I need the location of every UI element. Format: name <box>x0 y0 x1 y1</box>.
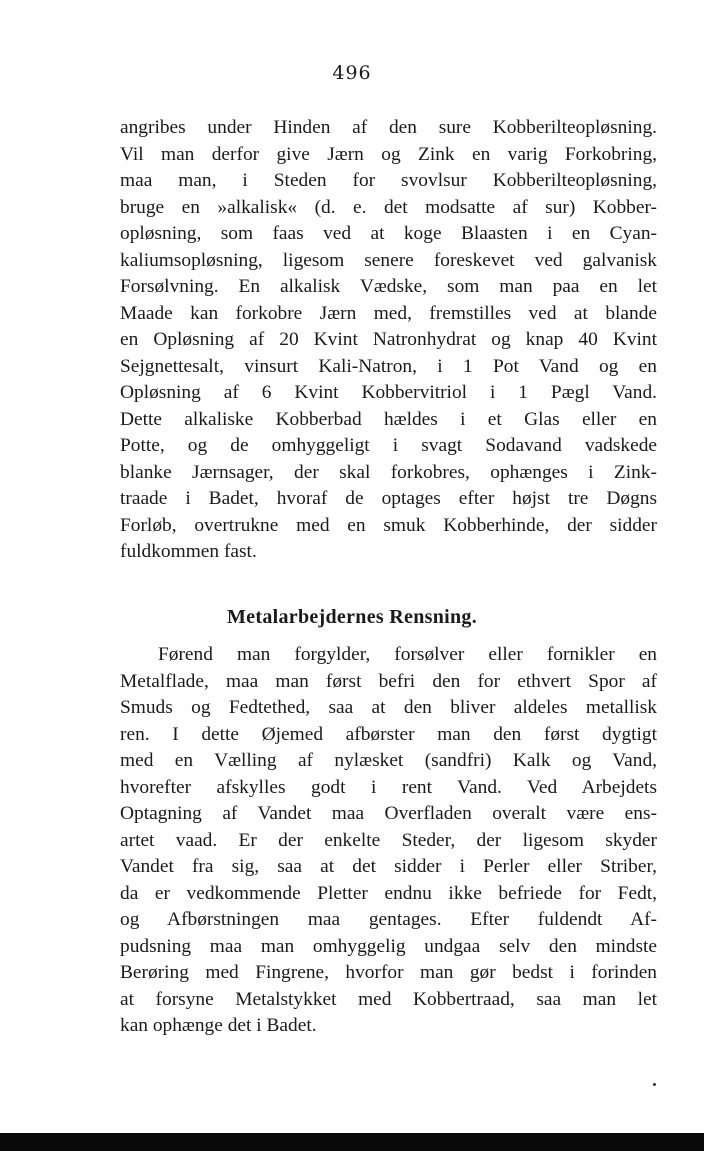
text-line: traade i Badet, hvoraf de optages efter højst tre Døgns <box>120 488 657 509</box>
paragraph-2 <box>120 642 657 1040</box>
text-line: med en Vælling af nylæsket (sandfri) Kalk og Vand, <box>120 750 657 771</box>
text-line: maa man, i Steden for svovlsur Kobberilteopløsning, <box>120 170 657 191</box>
text-line: at forsyne Metalstykket med Kobbertraad, saa man let <box>120 988 657 1010</box>
text-line: fuldkommen fast. <box>120 541 257 562</box>
text-line: Potte, og de omhyggeligt i svagt Sodavand vadskede <box>120 435 657 456</box>
text-line: ren. I dette Øjemed afbørster man den først dygtigt <box>120 723 657 745</box>
text-line: Vil man derfor give Jærn og Zink en varig Forkobring, <box>120 143 657 165</box>
section-heading: Metalarbejdernes Rensning. <box>227 606 477 628</box>
page-number: 496 <box>332 62 372 84</box>
text-line: Forløb, overtrukne med en smuk Kobberhinde, der sidder <box>120 514 657 536</box>
text-line: kan ophænge det i Badet. <box>120 1015 317 1036</box>
text-line: Vandet fra sig, saa at det sidder i Perler eller Striber, <box>120 856 657 877</box>
text-line: pudsning maa man omhyggelig undgaa selv den mindste <box>120 935 657 957</box>
text-line: Sejgnettesalt, vinsurt Kali-Natron, i 1 Pot Vand og en <box>120 355 657 377</box>
text-line: kaliumsopløsning, ligesom senere foreskevet ved galvanisk <box>120 249 657 271</box>
text-line: angribes under Hinden af den sure Kobberilteopløsning. <box>120 117 657 138</box>
text-line: Førend man forgylder, forsølver eller fornikler en <box>158 644 657 665</box>
scan-edge-bar <box>0 1133 704 1151</box>
text-line: en Opløsning af 20 Kvint Natronhydrat og knap 40 Kvint <box>120 329 657 350</box>
ink-speck <box>653 1083 656 1086</box>
text-line: da er vedkommende Pletter endnu ikke befriede for Fedt, <box>120 882 657 904</box>
text-line: opløsning, som faas ved at koge Blaasten i en Cyan- <box>120 223 657 244</box>
text-line: Forsølvning. En alkalisk Vædske, som man paa en let <box>120 276 657 297</box>
text-line: Optagning af Vandet maa Overfladen overalt være ens- <box>120 803 657 824</box>
text-line: Opløsning af 6 Kvint Kobbervitriol i 1 Pægl Vand. <box>120 382 657 403</box>
text-line: og Afbørstningen maa gentages. Efter fuldendt Af- <box>120 909 657 930</box>
text-line: Dette alkaliske Kobberbad hældes i et Glas eller en <box>120 408 657 430</box>
text-line: hvorefter afskylles godt i rent Vand. Ved Arbejdets <box>120 776 657 798</box>
text-line: Smuds og Fedtethed, saa at den bliver aldeles metallisk <box>120 697 657 718</box>
text-line: Maade kan forkobre Jærn med, fremstilles ved at blande <box>120 302 657 324</box>
text-line: Metalflade, maa man først befri den for ethvert Spor af <box>120 670 657 692</box>
text-line: Berøring med Fingrene, hvorfor man gør bedst i forinden <box>120 962 657 983</box>
text-line: blanke Jærnsager, der skal forkobres, ophænges i Zink- <box>120 461 657 483</box>
text-line: artet vaad. Er der enkelte Steder, der ligesom skyder <box>120 829 657 851</box>
text-line: bruge en »alkalisk« (d. e. det modsatte af sur) Kobber- <box>120 196 657 218</box>
paragraph-1 <box>120 115 657 566</box>
